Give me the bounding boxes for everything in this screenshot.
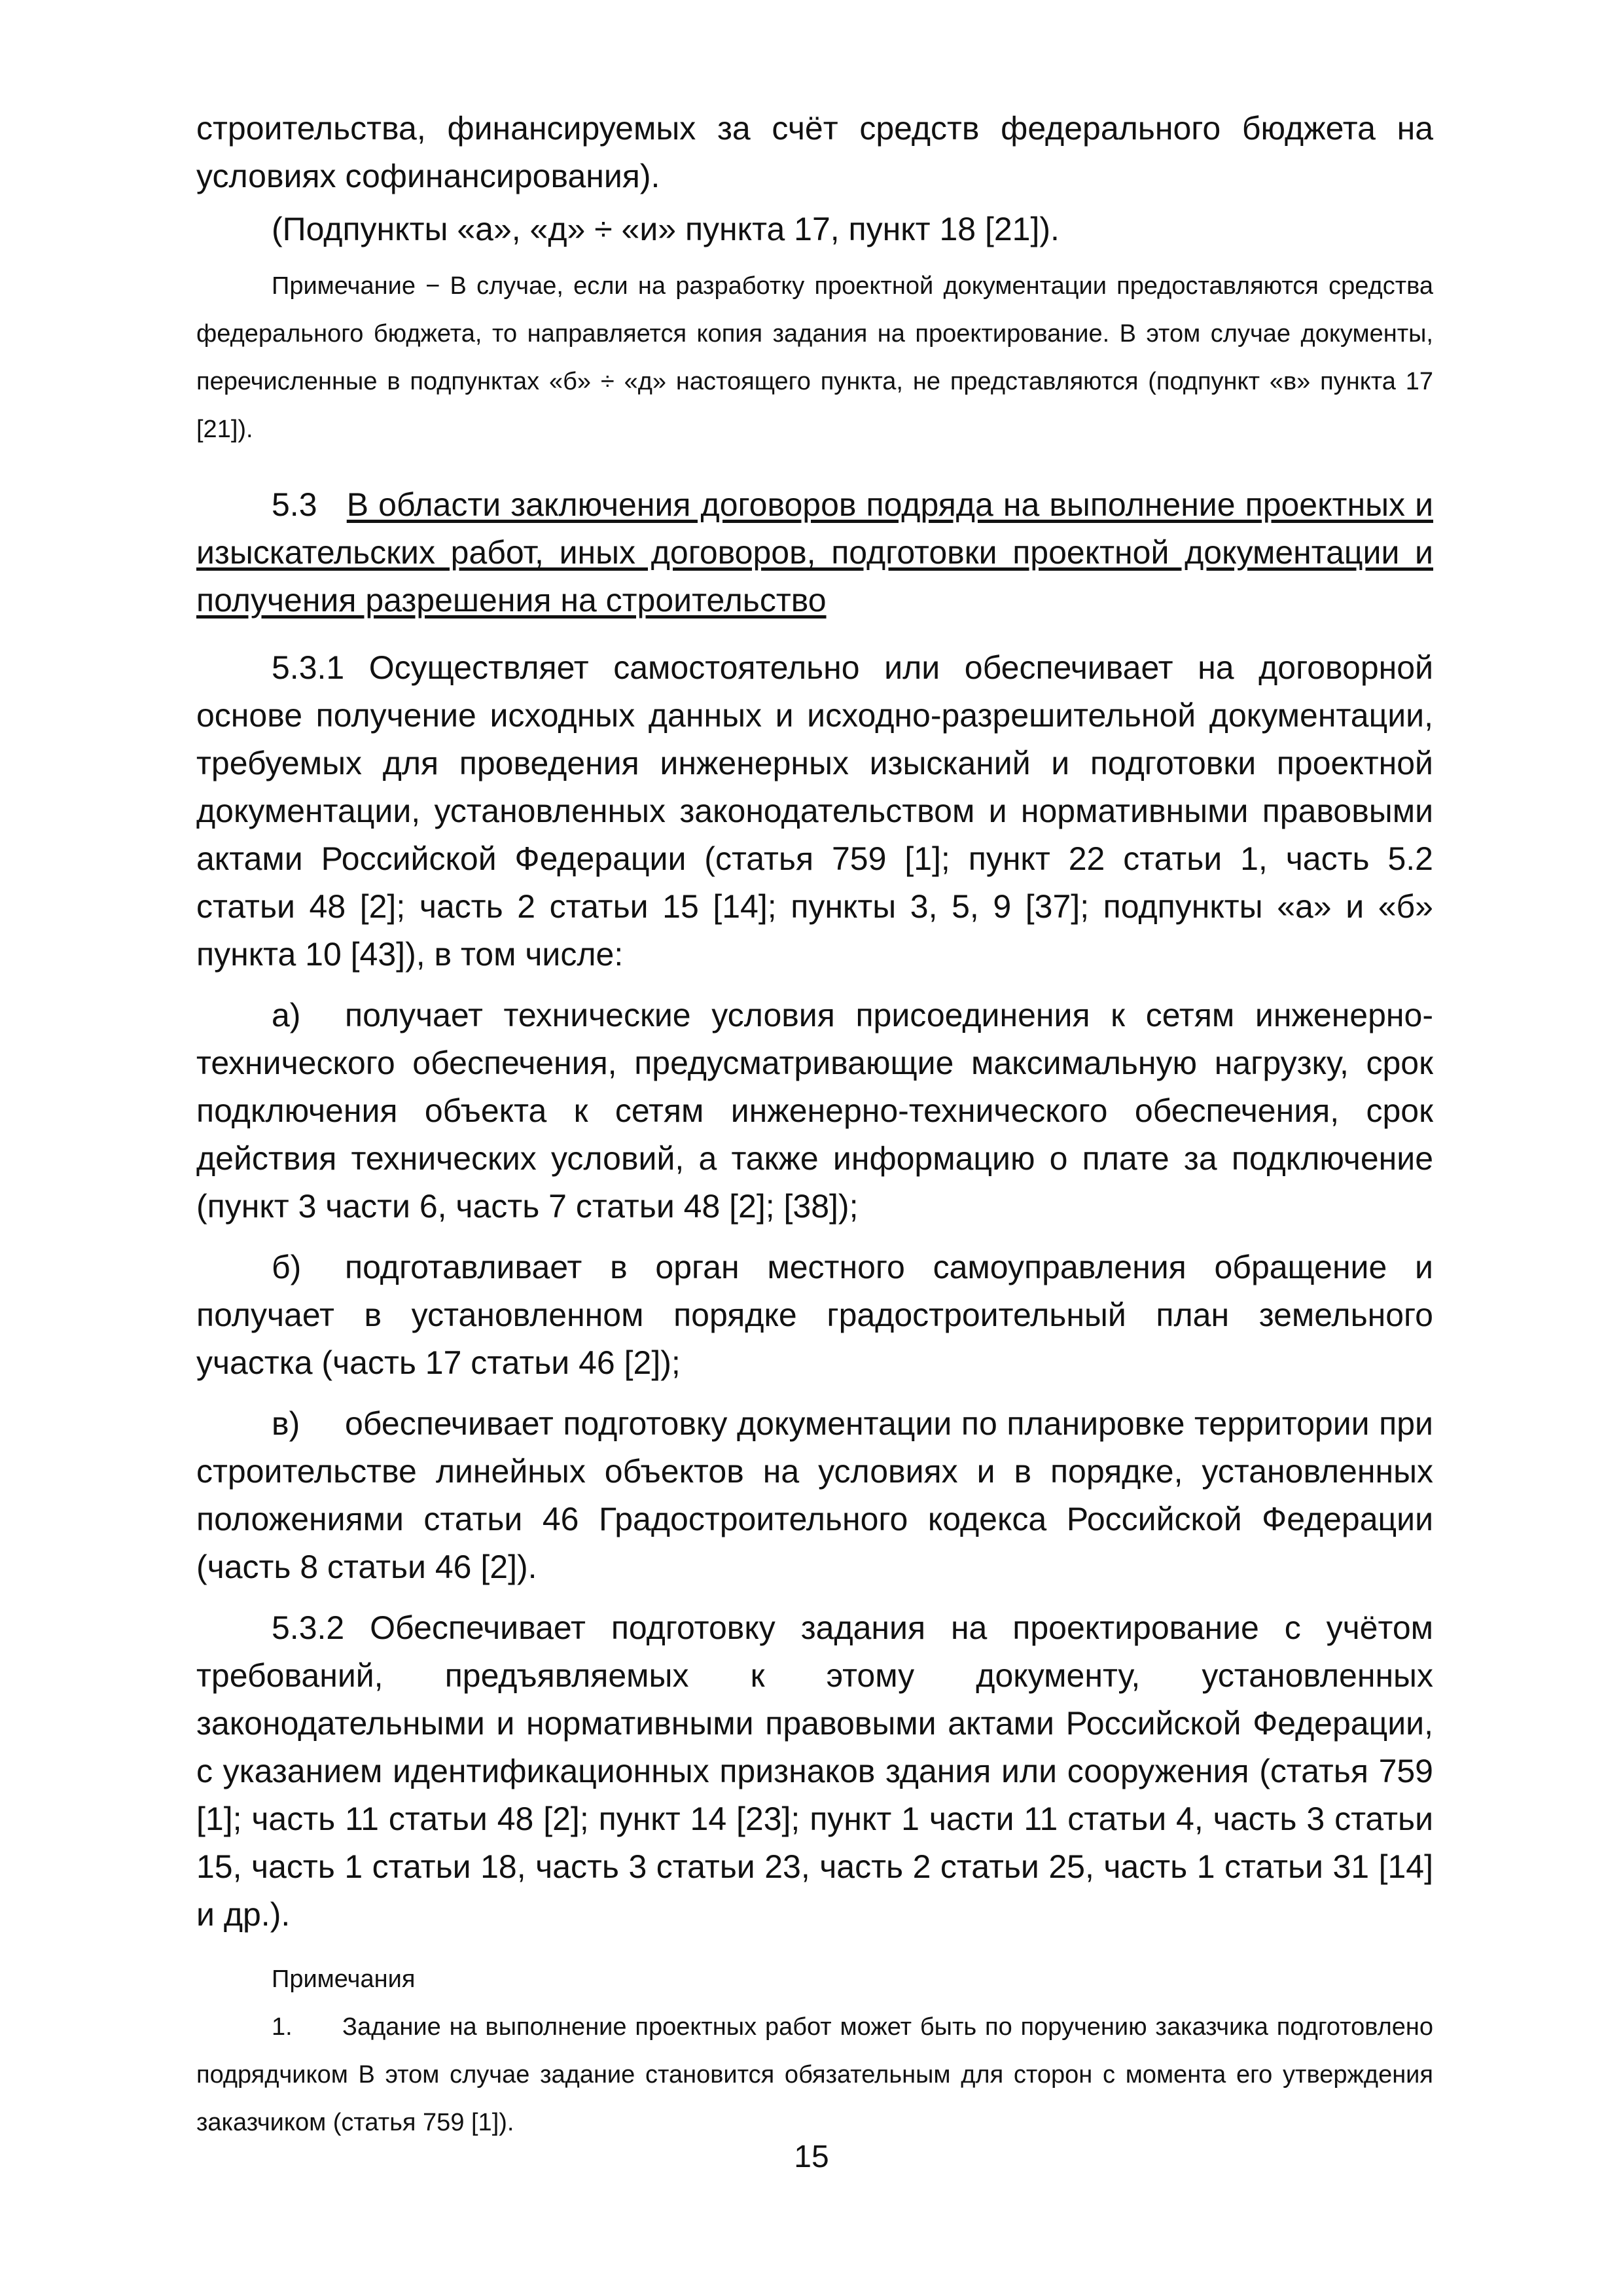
section-heading — [196, 481, 1433, 624]
list-item-marker: а) — [272, 997, 301, 1033]
note-paragraph: Примечание − В случае, если на разработку проектной документации предоставляются средства федерального бюджета, то направляется копия задания на проектирование. В этом случае документы, перечисленные в подпунктах «б» ÷ «д» настоящего пункта, не представляются (подпункт «в» пункта 17 [21]). — [196, 272, 1433, 443]
list-item-marker: б) — [272, 1249, 302, 1285]
paragraph-5-3-2: 5.3.2 Обеспечивает подготовку задания на проектирование с учётом требований, предъявляемых к этому документу, установленных законодательными и нормативными правовыми актами Российской Федерации, с указанием идентификационных признаков здания или сооружения (статья 759 [1]; часть 11 статьи 48 [2]; пункт 14 [23]; пункт 1 части 11 статьи 4, часть 3 статьи 15, часть 1 статьи 18, часть 3 статьи 23, часть 2 статьи 25, часть 1 статьи 31 [14] и др.). — [196, 1609, 1433, 1933]
continuation-paragraph: строительства, финансируемых за счёт средств федерального бюджета на условиях софинансирования). — [196, 110, 1433, 194]
page-number: 15 — [794, 2140, 829, 2174]
section-number: 5.3 — [272, 486, 317, 523]
list-item — [196, 1244, 1433, 1387]
section-title: В области заключения договоров подряда на выполнение проектных и изыскательских работ, иных договоров, подготовки проектной документации и получения разрешения на строительство — [196, 486, 1433, 619]
list-item-text: обеспечивает подготовку документации по планировке территории при строительстве линейных объектов на условиях и в порядке, установленных положениями статьи 46 Градостроительного кодекса Российской Федерации (часть 8 статьи 46 [2]). — [196, 1405, 1433, 1585]
list-item-text: получает технические условия присоединения к сетям инженерно-технического обеспечения, предусматривающие максимальную нагрузку, срок подключения объекта к сетям инженерно-технического обеспечения, срок действия технических условий, а также информацию о плате за подключение (пункт 3 части 6, часть 7 статьи 48 [2]; [38]); — [196, 997, 1433, 1225]
notes-heading: Примечания — [272, 1965, 416, 1993]
list-item-text: подготавливает в орган местного самоуправления обращение и получает в установленном порядке градостроительный план земельного участка (часть 17 статьи 46 [2]); — [196, 1249, 1433, 1381]
paragraph-5-3-1: 5.3.1 Осуществляет самостоятельно или обеспечивает на договорной основе получение исходных данных и исходно-разрешительной документации, требуемых для проведения инженерных изысканий и подготовки проектной документации, установленных законодательством и нормативными правовыми актами Российской Федерации (статья 759 [1]; пункт 22 статьи 1, часть 5.2 статьи 48 [2]; часть 2 статьи 15 [14]; пункты 3, 5, 9 [37]; подпункты «а» и «б» пункта 10 [43]), в том числе: — [196, 649, 1433, 973]
list-item-marker: в) — [272, 1405, 300, 1442]
note-item — [196, 2003, 1433, 2147]
document-page — [196, 105, 1433, 2147]
note-item-marker: 1. — [272, 2013, 293, 2041]
subpoints-reference: (Подпункты «а», «д» ÷ «и» пункта 17, пункт 18 [21]). — [272, 211, 1060, 247]
list-item — [196, 992, 1433, 1230]
note-item-text: Задание на выполнение проектных работ может быть по поручению заказчика подготовлено подрядчиком В этом случае задание становится обязательным для сторон с момента его утверждения заказчиком (статья 759 [1]). — [196, 2013, 1433, 2136]
list-item — [196, 1400, 1433, 1591]
